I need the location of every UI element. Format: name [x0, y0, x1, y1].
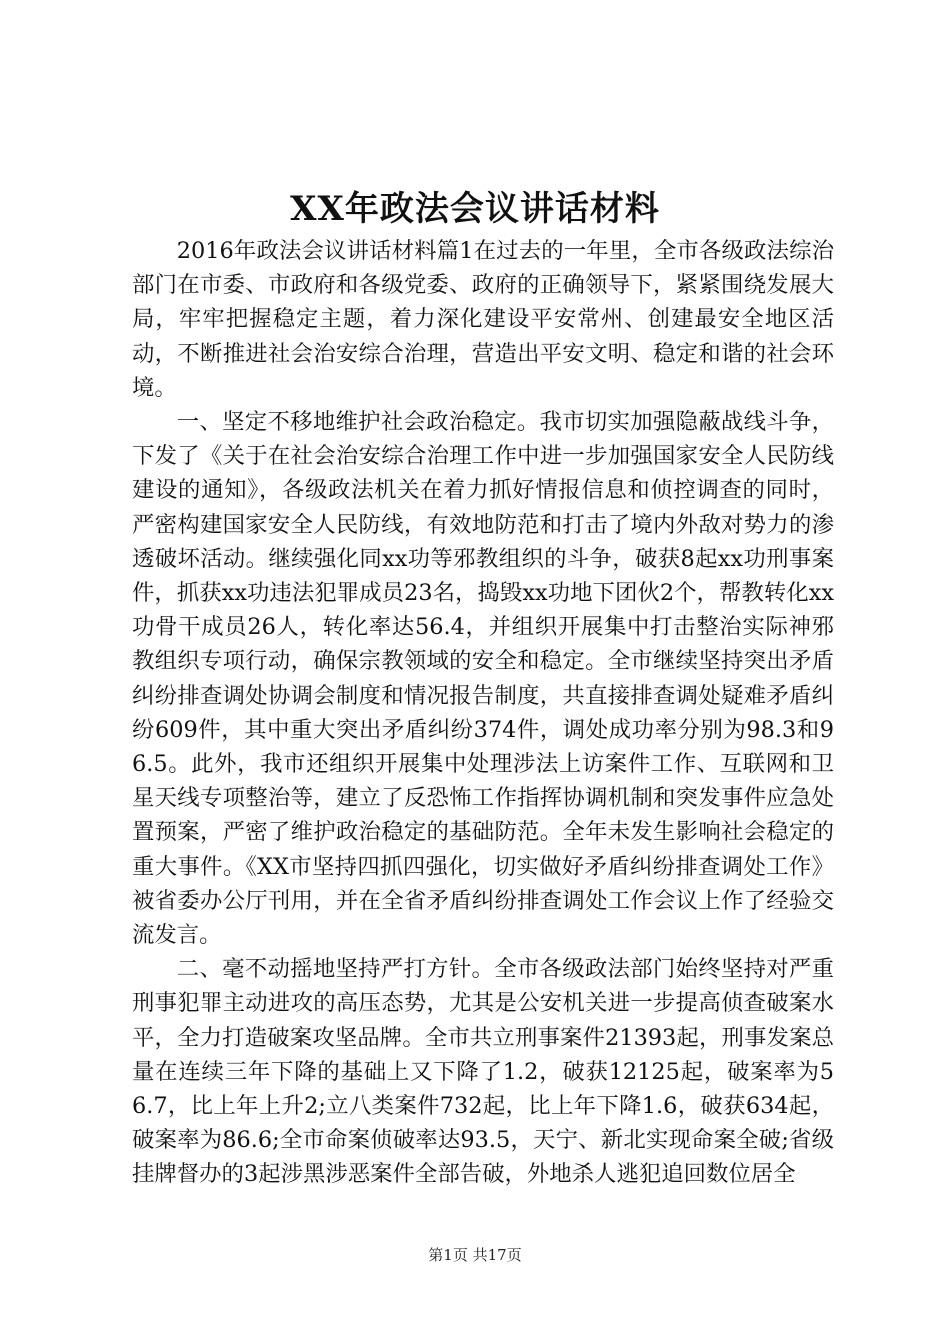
- page-number-footer: 第1页 共17页: [428, 1246, 522, 1264]
- paragraph-section-1: 一、坚定不移地维护社会政治稳定。我市切实加强隐蔽战线斗争，下发了《关于在社会治安综合治理工作中进一步加强国家安全人民防线建设的通知》，各级政法机关在着力抓好情报信息和侦控调查的同时，严密构建国家安全人民防线，有效地防范和打击了境内外敌对势力的渗透破坏活动。继续强化同xx功等邪教组织的斗争，破获8起xx功刑事案件，抓获xx功违法犯罪成员23名，捣毁xx功地下团伙2个，帮教转化xx功骨干成员26人，转化率达56.4，并组织开展集中打击整治实际神邪教组织专项行动，确保宗教领域的安全和稳定。全市继续坚持突出矛盾纠纷排查调处协调会制度和情况报告制度，共直接排查调处疑难矛盾纠纷609件，其中重大突出矛盾纠纷374件，调处成功率分别为98.3和96.5。此外，我市还组织开展集中处理涉法上访案件工作、互联网和卫星天线专项整治等，建立了反恐怖工作指挥协调机制和突发事件应急处置预案，严密了维护政治稳定的基础防范。全年未发生影响社会稳定的重大事件。《XX市坚持四抓四强化，切实做好矛盾纠纷排查调处工作》被省委办公厅刊用，并在全省矛盾纠纷排查调处工作会议上作了经验交流发言。: [132, 409, 834, 949]
- paragraph-intro: 2016年政法会议讲话材料篇1在过去的一年里，全市各级政法综治部门在市委、市政府和各级党委、政府的正确领导下，紧紧围绕发展大局，牢牢把握稳定主题，着力深化建设平安常州、创建最安全地区活动，不断推进社会治安综合治理，营造出平安文明、稳定和谐的社会环境。: [132, 238, 834, 401]
- document-title: XX年政法会议讲话材料: [290, 189, 660, 229]
- paragraph-section-2: 二、毫不动摇地坚持严打方针。全市各级政法部门始终坚持对严重刑事犯罪主动进攻的高压态势，尤其是公安机关进一步提高侦查破案水平，全力打造破案攻坚品牌。全市共立刑事案件21393起，刑事发案总量在连续三年下降的基础上又下降了1.2，破获12125起，破案率为56.7，比上年上升2;立八类案件732起，比上年下降1.6，破获634起，破案率为86.6;全市命案侦破率达93.5，天宁、新北实现命案全破;省级挂牌督办的3起涉黑涉恶案件全部告破，外地杀人逃犯追回数位居全: [132, 956, 834, 1188]
- document-body: [132, 234, 834, 1192]
